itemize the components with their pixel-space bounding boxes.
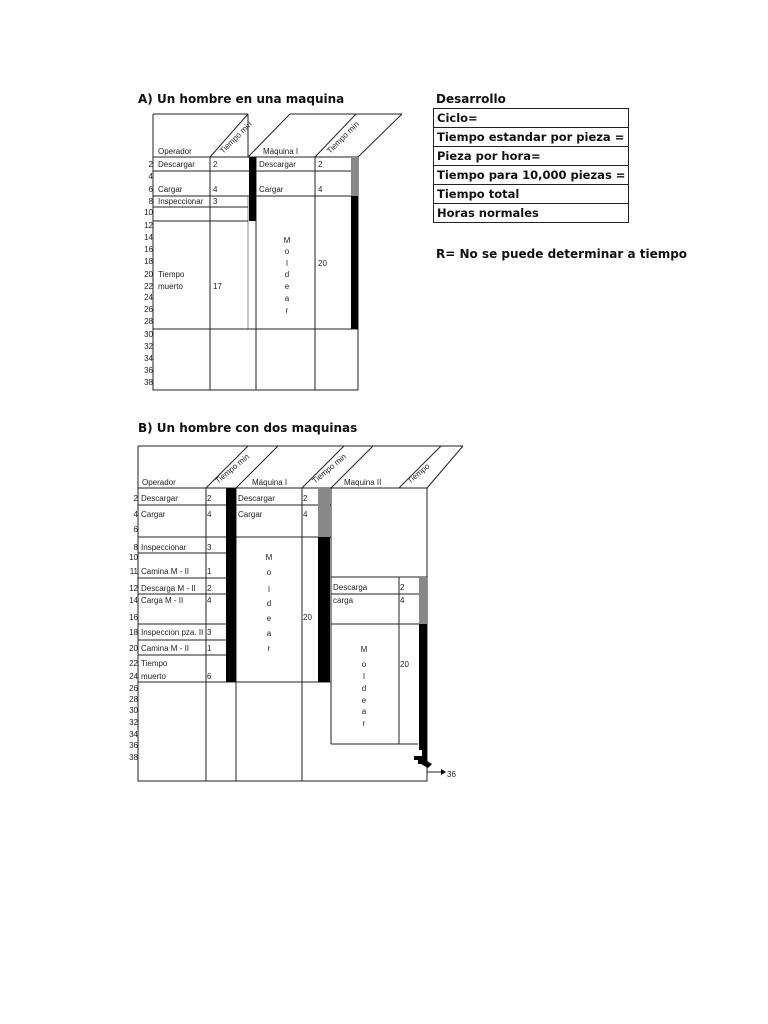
a-row-labels	[144, 160, 153, 387]
a-header-tiempo2: Tiempo min	[325, 119, 361, 156]
a-row-label: 28	[144, 317, 153, 326]
a-op-cargar-t: 4	[213, 185, 218, 194]
b-row-label: 18	[129, 628, 138, 637]
b-op-muerto: muerto	[141, 672, 166, 681]
b-header-operador: Operador	[142, 478, 176, 487]
b-m1-moldear-letter: r	[267, 644, 271, 653]
b-op-inspeccionar-t: 3	[207, 543, 212, 552]
b-row-label: 14	[129, 596, 138, 605]
a-row-label: 26	[144, 305, 153, 314]
b-m1-moldear-letter: l	[268, 585, 270, 594]
b-op-cargar: Cargar	[141, 510, 166, 519]
b-m1-moldear-letter: d	[266, 599, 272, 608]
a-moldear-letter: a	[284, 294, 290, 303]
b-m2-moldear-t: 20	[400, 660, 409, 669]
b-m1-moldear-letter: o	[266, 568, 272, 577]
a-row-label: 8	[148, 197, 153, 206]
b-op-camina1-t: 1	[207, 567, 212, 576]
a-row-label: 30	[144, 330, 153, 339]
b-op-descarga-m2: Descarga M - II	[141, 584, 196, 593]
a-row-label: 12	[144, 221, 153, 230]
b-row-label: 24	[129, 672, 138, 681]
b-row-label: 22	[129, 659, 138, 668]
b-op-cargar-t: 4	[207, 510, 212, 519]
b-operator-bar	[226, 488, 236, 682]
a-header-maquina: Máquina I	[263, 147, 299, 156]
b-op-camina2-t: 1	[207, 644, 212, 653]
a-row-label: 6	[148, 185, 153, 194]
b-row-label: 12	[129, 584, 138, 593]
b-row-label: 16	[129, 613, 138, 622]
a-op-muerto-t: 17	[213, 282, 222, 291]
b-m2-load-bar	[419, 577, 427, 624]
a-row-label: 18	[144, 257, 153, 266]
a-op-inspeccionar: Inspeccionar	[158, 197, 204, 206]
b-m1-descargar: Descargar	[238, 494, 275, 503]
a-op-muerto: muerto	[158, 282, 183, 291]
b-row-label: 26	[129, 684, 138, 693]
b-op-camina2: Camina M - II	[141, 644, 190, 653]
b-m1-descargar-t: 2	[303, 494, 308, 503]
b-op-inspeccion-pza: Inspeccion pza. II	[141, 628, 204, 637]
b-op-tiempo: Tiempo	[141, 659, 168, 668]
a-row-label: 20	[144, 270, 153, 279]
tiempo-estandar-cell: Tiempo estandar por pieza =	[434, 128, 629, 147]
a-moldear-letter: r	[285, 306, 289, 315]
a-op-inspeccionar-t: 3	[213, 197, 218, 206]
b-m1-cargar-t: 4	[303, 510, 308, 519]
b-m2-descarga: Descarga	[333, 583, 368, 592]
a-op-cargar: Cargar	[158, 185, 183, 194]
a-op-descargar: Descargar	[158, 160, 195, 169]
a-moldear-letters	[284, 236, 291, 315]
b-row-labels	[129, 494, 138, 762]
a-moldear-letter: l	[286, 259, 288, 268]
b-m2-moldear-letter: e	[361, 696, 367, 705]
b-m2-moldear-letter: d	[361, 684, 367, 693]
b-m1-moldear-letters	[266, 553, 273, 653]
a-row-label: 24	[144, 293, 153, 302]
a-moldear-letter: e	[284, 282, 290, 291]
wraparound-symbol	[414, 750, 432, 768]
b-m2-moldear-letter: M	[360, 645, 368, 654]
b-row-label: 20	[129, 644, 138, 653]
b-op-descargar: Descargar	[141, 494, 178, 503]
b-row-label: 2	[133, 494, 138, 503]
b-row-label: 36	[129, 741, 138, 750]
a-moldear-letter: M	[283, 236, 291, 245]
b-arrow-label: 36	[447, 770, 456, 779]
section-a-title: A) Un hombre en una maquina	[138, 92, 345, 106]
a-row-label: 14	[144, 233, 153, 242]
a-row-label: 34	[144, 354, 153, 363]
ciclo-cell: Ciclo=	[434, 109, 629, 128]
b-header-tiempo3: Tiempo	[405, 461, 432, 486]
chart-b	[138, 446, 463, 781]
a-m-cargar-t: 4	[318, 185, 323, 194]
b-m1-cargar: Cargar	[238, 510, 263, 519]
tiempo-total-cell: Tiempo total	[434, 185, 629, 204]
b-header-tiempo1: Tiempo min	[213, 451, 252, 486]
b-op-inspeccion-pza-t: 3	[207, 628, 212, 637]
wraparound-arrowhead	[441, 769, 446, 775]
machine-run-bar	[351, 196, 358, 329]
b-row-label: 10	[129, 553, 138, 562]
chart-b-text	[129, 452, 456, 779]
b-row-label: 30	[129, 706, 138, 715]
b-m1-load-bar	[318, 488, 330, 537]
b-op-carga-m2: Carga M - II	[141, 596, 184, 605]
b-op-carga-m2-t: 4	[207, 596, 212, 605]
respuesta-text: R= No se puede determinar a tiempo	[436, 247, 688, 261]
b-op-inspeccionar: Inspeccionar	[141, 543, 187, 552]
a-row-label: 36	[144, 366, 153, 375]
a-op-descargar-t: 2	[213, 160, 218, 169]
a-moldear-letter: d	[284, 270, 290, 279]
a-m-cargar: Cargar	[259, 185, 284, 194]
a-m-moldear-t: 20	[318, 259, 327, 268]
b-m2-moldear-letter: o	[361, 660, 367, 669]
operator-bar	[249, 157, 256, 221]
b-m2-moldear-letter: a	[361, 707, 367, 716]
b-op-descargar-t: 2	[207, 494, 212, 503]
b-row-label: 32	[129, 718, 138, 727]
b-m2-moldear-letter: r	[362, 719, 366, 728]
a-m-descargar: Descargar	[259, 160, 296, 169]
pieza-hora-cell: Pieza por hora=	[434, 147, 629, 166]
b-header-maquina1: Máquina I	[252, 478, 288, 487]
b-m2-carga: carga	[333, 596, 354, 605]
machine-load-bar	[351, 157, 358, 196]
b-m1-moldear-letter: a	[266, 629, 272, 638]
b-row-label: 28	[129, 695, 138, 704]
b-m2-run-bar	[419, 624, 427, 750]
b-m1-moldear-letter: e	[266, 614, 272, 623]
horas-normales-cell: Horas normales	[434, 204, 629, 223]
b-m2-carga-t: 4	[400, 596, 405, 605]
a-row-label: 4	[148, 172, 153, 181]
b-m1-run-bar	[318, 537, 330, 682]
b-m2-moldear-letters	[361, 645, 368, 728]
section-b-title: B) Un hombre con dos maquinas	[138, 421, 358, 435]
a-row-label: 10	[144, 208, 153, 217]
b-m2-descarga-t: 2	[400, 583, 405, 592]
a-row-label: 2	[148, 160, 153, 169]
b-m1-moldear-t: 20	[303, 613, 312, 622]
b-row-label: 34	[129, 730, 138, 739]
b-header-maquina2: Maquina II	[344, 478, 382, 487]
desarrollo-title: Desarrollo	[436, 92, 506, 106]
b-m1-moldear-letter: M	[265, 553, 273, 562]
a-row-label: 22	[144, 282, 153, 291]
b-op-descarga-m2-t: 2	[207, 584, 212, 593]
b-row-label: 38	[129, 753, 138, 762]
a-header-tiempo1: Tiempo min	[218, 119, 254, 156]
b-op-muerto-t: 6	[207, 672, 212, 681]
a-row-label: 32	[144, 342, 153, 351]
tiempo-10000-cell: Tiempo para 10,000 piezas =	[434, 166, 629, 185]
b-header-tiempo2: Tiempo min	[310, 451, 349, 486]
a-header-operador: Operador	[158, 147, 192, 156]
b-row-label: 4	[133, 510, 138, 519]
a-row-label: 38	[144, 378, 153, 387]
b-m2-moldear-letter: l	[363, 672, 365, 681]
b-row-label: 11	[129, 567, 138, 576]
b-row-label: 6	[133, 525, 138, 534]
a-row-label: 16	[144, 245, 153, 254]
b-op-camina1: Camina M - II	[141, 567, 190, 576]
a-op-tiempo: Tiempo	[158, 270, 185, 279]
a-moldear-letter: o	[284, 247, 290, 256]
a-m-descargar-t: 2	[318, 160, 323, 169]
b-row-label: 8	[133, 543, 138, 552]
